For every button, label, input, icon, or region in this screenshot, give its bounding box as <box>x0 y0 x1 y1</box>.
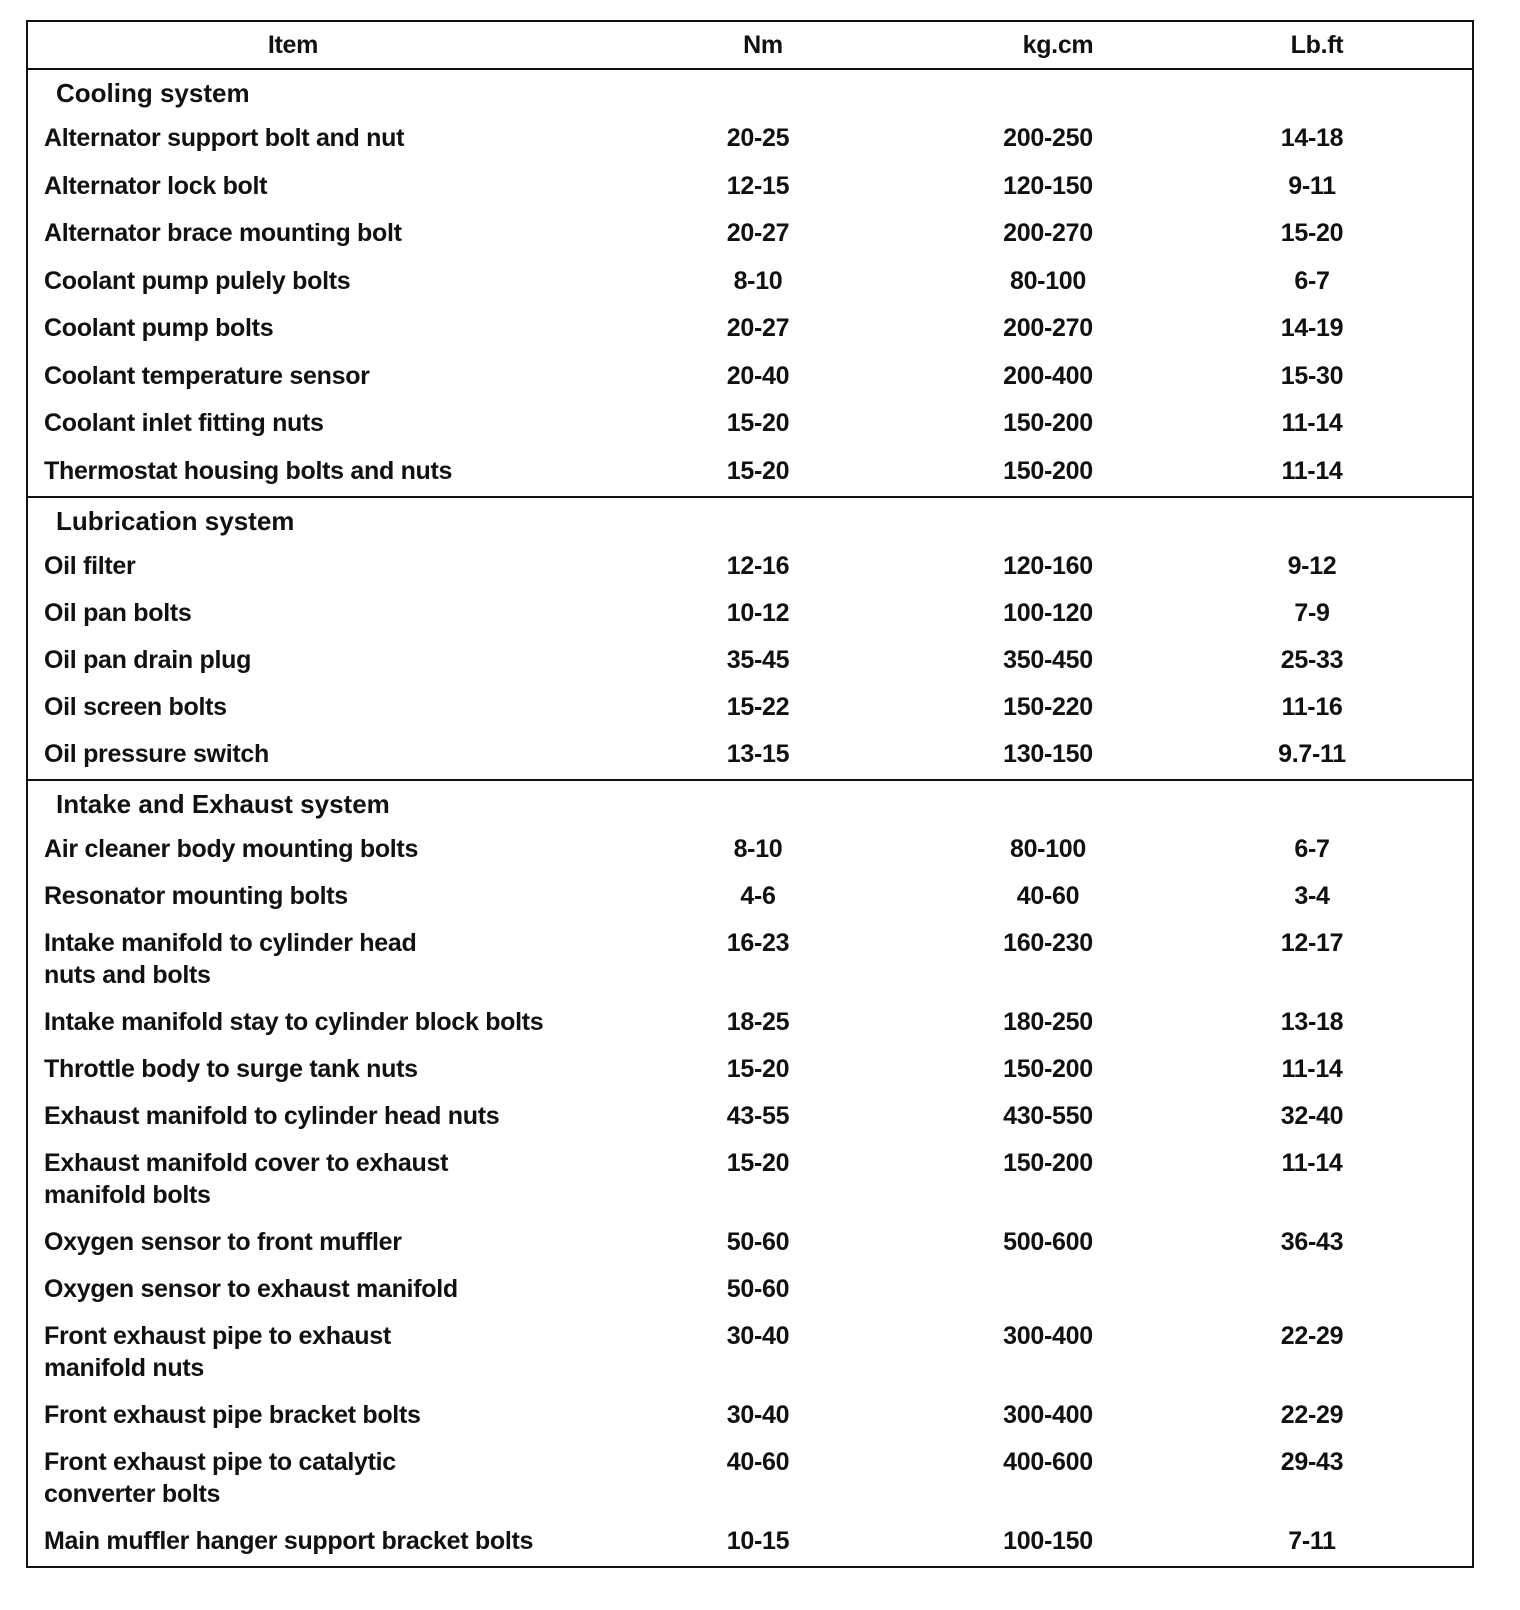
header-kgcm: kg.cm <box>1022 31 1094 59</box>
cell-lbft: 36-43 <box>1280 1228 1344 1256</box>
table-row <box>28 1267 1472 1314</box>
cell-item: Intake manifold stay to cylinder block bolts <box>44 1008 544 1036</box>
table-row <box>28 1220 1472 1267</box>
table-body <box>28 70 1472 1566</box>
table-row <box>28 306 1472 354</box>
cell-nm: 15-20 <box>726 1149 790 1177</box>
cell-item: Oil pressure switch <box>44 740 269 768</box>
cell-nm: 20-25 <box>726 124 790 152</box>
cell-lbft: 14-19 <box>1280 314 1344 342</box>
cell-lbft: 6-7 <box>1294 835 1330 863</box>
cell-lbft: 11-16 <box>1281 693 1343 721</box>
cell-nm: 8-10 <box>733 266 783 295</box>
table-row <box>28 1047 1472 1094</box>
cell-lbft: 14-18 <box>1280 124 1344 152</box>
cell-item: Alternator lock bolt <box>44 171 268 200</box>
cell-item: Coolant temperature sensor <box>44 361 370 390</box>
cell-kgcm: 40-60 <box>1016 882 1080 910</box>
table-row <box>28 401 1472 449</box>
table-row <box>28 354 1472 402</box>
cell-lbft: 11-14 <box>1281 409 1343 437</box>
cell-kgcm: 500-600 <box>1003 1228 1093 1256</box>
cell-item: Coolant pump bolts <box>44 314 274 342</box>
cell-nm: 15-20 <box>726 409 790 437</box>
table-header-row <box>28 22 1472 70</box>
cell-nm: 20-40 <box>726 361 790 390</box>
cell-lbft: 15-30 <box>1280 361 1344 390</box>
cell-lbft: 29-43 <box>1280 1448 1344 1476</box>
cell-lbft: 15-20 <box>1280 219 1344 247</box>
section-title: Intake and Exhaust system <box>56 788 390 819</box>
cell-item: Intake manifold to cylinder head nuts and bolts <box>44 929 417 989</box>
cell-nm: 15-20 <box>726 1055 790 1083</box>
cell-lbft: 22-29 <box>1280 1322 1344 1350</box>
table-row <box>28 921 1472 1000</box>
cell-item: Thermostat housing bolts and nuts <box>44 456 453 485</box>
cell-nm: 12-16 <box>726 552 790 580</box>
cell-kgcm: 400-600 <box>1003 1448 1093 1476</box>
cell-nm: 15-20 <box>726 456 790 485</box>
table-row <box>28 1519 1472 1566</box>
cell-nm: 20-27 <box>726 219 790 247</box>
cell-kgcm: 100-120 <box>1003 599 1093 627</box>
cell-kgcm: 120-150 <box>1003 171 1093 200</box>
table-row <box>28 732 1472 779</box>
cell-lbft: 11-14 <box>1281 1055 1343 1083</box>
cell-kgcm: 150-200 <box>1003 409 1093 437</box>
cell-nm: 50-60 <box>726 1275 790 1303</box>
cell-item: Resonator mounting bolts <box>44 882 348 910</box>
cell-kgcm: 80-100 <box>1009 266 1087 295</box>
table-row <box>28 874 1472 921</box>
cell-nm: 30-40 <box>726 1401 790 1429</box>
cell-item: Oil screen bolts <box>44 693 227 721</box>
cell-nm: 50-60 <box>726 1228 790 1256</box>
table-row <box>28 116 1472 164</box>
table-row <box>28 1141 1472 1220</box>
table-row <box>28 1094 1472 1141</box>
cell-lbft: 3-4 <box>1294 882 1330 910</box>
cell-kgcm: 150-200 <box>1003 456 1093 485</box>
table-row <box>28 449 1472 497</box>
cell-kgcm: 150-200 <box>1003 1149 1093 1177</box>
cell-item: Air cleaner body mounting bolts <box>44 835 419 863</box>
cell-nm: 12-15 <box>726 171 790 200</box>
cell-nm: 16-23 <box>726 929 790 957</box>
table-row <box>28 164 1472 212</box>
cell-lbft: 11-14 <box>1281 1149 1343 1177</box>
table-row <box>28 1440 1472 1519</box>
cell-kgcm: 100-150 <box>1003 1527 1093 1555</box>
cell-nm: 18-25 <box>726 1008 790 1036</box>
cell-nm: 15-22 <box>726 693 790 721</box>
table-section <box>28 781 1472 1566</box>
cell-item: Oxygen sensor to exhaust manifold <box>44 1275 458 1303</box>
cell-kgcm: 350-450 <box>1003 646 1093 674</box>
cell-kgcm: 120-160 <box>1003 552 1093 580</box>
cell-kgcm: 160-230 <box>1003 929 1093 957</box>
cell-item: Oil filter <box>44 552 136 580</box>
header-nm: Nm <box>743 31 783 59</box>
cell-lbft: 7-9 <box>1294 599 1330 627</box>
cell-item: Alternator brace mounting bolt <box>44 219 402 247</box>
cell-lbft: 6-7 <box>1294 266 1330 295</box>
cell-lbft: 9-12 <box>1287 552 1337 580</box>
cell-nm: 8-10 <box>733 835 783 863</box>
cell-kgcm: 150-220 <box>1003 693 1093 721</box>
table-row <box>28 1314 1472 1393</box>
cell-lbft: 9.7-11 <box>1278 740 1346 768</box>
table-row <box>28 259 1472 307</box>
cell-kgcm: 300-400 <box>1003 1322 1093 1350</box>
table-row <box>28 1393 1472 1440</box>
cell-nm: 10-12 <box>726 599 790 627</box>
cell-item: Oil pan drain plug <box>44 646 252 674</box>
cell-lbft: 11-14 <box>1281 456 1343 485</box>
table-row <box>28 544 1472 591</box>
torque-spec-table <box>26 20 1474 1568</box>
cell-nm: 40-60 <box>726 1448 790 1476</box>
section-title: Lubrication system <box>56 505 295 536</box>
table-row <box>28 1000 1472 1047</box>
cell-item: Coolant inlet fitting nuts <box>44 409 324 437</box>
table-row <box>28 827 1472 874</box>
cell-kgcm: 150-200 <box>1003 1055 1093 1083</box>
cell-item: Throttle body to surge tank nuts <box>44 1055 418 1083</box>
cell-lbft: 25-33 <box>1280 646 1344 674</box>
cell-nm: 20-27 <box>726 314 790 342</box>
header-item: Item <box>267 31 319 59</box>
cell-lbft: 32-40 <box>1280 1102 1344 1130</box>
cell-kgcm: 200-270 <box>1003 314 1093 342</box>
cell-item: Oxygen sensor to front muffler <box>44 1228 402 1256</box>
cell-item: Front exhaust pipe to exhaust manifold nuts <box>44 1322 391 1382</box>
cell-kgcm: 200-400 <box>1003 361 1093 390</box>
table-row <box>28 211 1472 259</box>
cell-lbft: 13-18 <box>1280 1008 1344 1036</box>
header-lbft: Lb.ft <box>1290 31 1344 59</box>
table-row <box>28 638 1472 685</box>
cell-item: Coolant pump pulely bolts <box>44 266 351 295</box>
cell-item: Oil pan bolts <box>44 599 192 627</box>
cell-nm: 43-55 <box>726 1102 790 1130</box>
table-section <box>28 498 1472 781</box>
cell-item: Exhaust manifold to cylinder head nuts <box>44 1102 500 1130</box>
cell-nm: 10-15 <box>726 1527 790 1555</box>
table-section <box>28 70 1472 498</box>
cell-nm: 4-6 <box>740 882 776 910</box>
section-title: Cooling system <box>56 77 250 108</box>
cell-item: Alternator support bolt and nut <box>44 124 405 152</box>
cell-lbft: 9-11 <box>1288 171 1336 200</box>
cell-kgcm: 180-250 <box>1003 1008 1093 1036</box>
cell-nm: 35-45 <box>726 646 790 674</box>
cell-kgcm: 200-250 <box>1003 124 1093 152</box>
cell-kgcm: 200-270 <box>1003 219 1093 247</box>
table-row <box>28 685 1472 732</box>
cell-kgcm: 300-400 <box>1003 1401 1093 1429</box>
cell-nm: 13-15 <box>726 740 790 768</box>
cell-item: Main muffler hanger support bracket bolts <box>44 1527 534 1555</box>
cell-lbft: 22-29 <box>1280 1401 1344 1429</box>
cell-item: Front exhaust pipe to catalytic converter bolts <box>44 1448 396 1508</box>
cell-kgcm: 80-100 <box>1009 835 1087 863</box>
cell-item: Exhaust manifold cover to exhaust manifold bolts <box>44 1149 449 1209</box>
cell-kgcm: 430-550 <box>1003 1102 1093 1130</box>
cell-kgcm: 130-150 <box>1003 740 1093 768</box>
cell-item: Front exhaust pipe bracket bolts <box>44 1401 421 1429</box>
cell-lbft: 7-11 <box>1288 1527 1336 1555</box>
cell-nm: 30-40 <box>726 1322 790 1350</box>
table-row <box>28 591 1472 638</box>
cell-lbft: 12-17 <box>1280 929 1344 957</box>
